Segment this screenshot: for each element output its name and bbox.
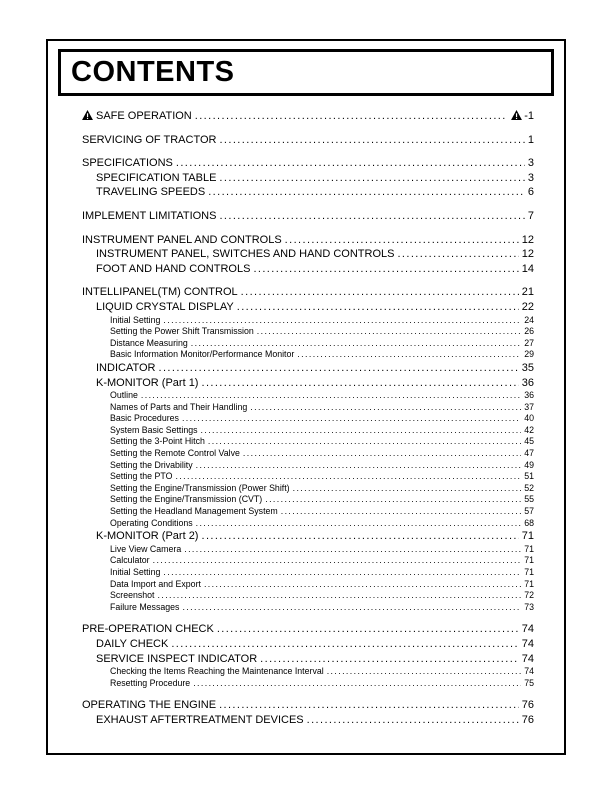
toc-entry-label: Live View Camera (110, 543, 182, 554)
toc-entry (96, 529, 534, 544)
dot-leader (260, 652, 519, 667)
toc-entry-label: FOOT AND HAND CONTROLS (96, 262, 251, 275)
toc-entry-page: 71 (521, 530, 534, 543)
toc-entry-label: PRE-OPERATION CHECK (82, 623, 214, 636)
toc-entry-label: Initial Setting (110, 567, 161, 577)
toc-entry-label: Checking the Items Reaching the Maintenance Interval (110, 666, 324, 677)
contents-title-box (58, 49, 554, 96)
toc-entry-label: SPECIFICATION TABLE (96, 171, 217, 184)
toc-entry-label: Setting the Engine/Transmission (CVT) (110, 494, 263, 505)
toc-entry (110, 544, 534, 556)
dot-leader (281, 506, 521, 518)
toc-entry-label: INDICATOR (96, 361, 156, 374)
dot-leader (163, 567, 521, 579)
toc-entry-page: 40 (524, 413, 534, 424)
toc-entry-label: Names of Parts and Their Handling (110, 401, 248, 412)
toc-entry (110, 494, 534, 506)
dot-leader (253, 262, 518, 277)
toc-entry (110, 460, 534, 472)
dot-leader (265, 494, 521, 506)
toc-entry (96, 361, 534, 376)
dot-leader (182, 413, 521, 425)
dot-leader (201, 425, 522, 437)
toc-entry (110, 402, 534, 414)
toc-entry-page: 51 (524, 471, 534, 482)
toc-entry-page: 14 (521, 262, 534, 275)
toc-entry-label: SAFE OPERATION (96, 110, 192, 122)
toc-entry (82, 622, 534, 637)
toc-entry-label: TRAVELING SPEEDS (96, 186, 206, 199)
toc-entry (110, 413, 534, 425)
dot-leader (191, 338, 521, 350)
dot-leader (141, 390, 521, 402)
toc-entry (110, 483, 534, 495)
toc-entry-page: 36 (521, 376, 534, 389)
toc-entry (96, 300, 534, 315)
dot-leader (195, 109, 506, 124)
toc-entry-page: 68 (524, 517, 534, 528)
toc-entry (82, 233, 534, 248)
toc-entry-label: SPECIFICATIONS (82, 157, 173, 170)
toc-entry (110, 436, 534, 448)
toc-entry-page: 36 (524, 390, 534, 401)
dot-leader (397, 247, 518, 262)
toc-entry-label: Screenshot (110, 590, 155, 601)
toc-entry-page: 71 (524, 578, 534, 589)
dot-leader (237, 300, 519, 315)
toc-entry-label: Setting the 3-Point Hitch (110, 436, 205, 447)
toc-entry (110, 555, 534, 567)
dot-leader (182, 602, 521, 614)
toc-entry-page: 55 (524, 494, 534, 505)
toc-entry-label: K-MONITOR (Part 1) (96, 376, 199, 389)
page-title: CONTENTS (71, 56, 235, 88)
dot-leader (201, 376, 518, 391)
dot-leader (193, 678, 521, 690)
toc-entry (82, 156, 534, 171)
dot-leader (171, 637, 518, 652)
toc-entry (82, 285, 534, 300)
toc-entry (96, 171, 534, 186)
toc-entry-label: INTELLIPANEL(TM) CONTROL (82, 286, 238, 299)
toc-entry-label: Failure Messages (110, 601, 180, 612)
toc-entry-label: Outline (110, 390, 138, 401)
toc-entry-page: 74 (524, 666, 534, 677)
toc-entry-page: 12 (521, 233, 534, 246)
toc-entry (110, 602, 534, 614)
dot-leader (208, 185, 525, 200)
toc-entry-page: 76 (521, 713, 534, 726)
dot-leader (184, 544, 521, 556)
toc-entry (110, 579, 534, 591)
toc-entry-label: IMPLEMENT LIMITATIONS (82, 209, 217, 222)
toc-entry (82, 133, 534, 148)
dot-leader (208, 436, 521, 448)
toc-entry-page: 72 (524, 590, 534, 601)
toc-entry (110, 390, 534, 402)
page-border (46, 39, 566, 755)
dot-leader (201, 529, 518, 544)
toc-entry-page: 37 (524, 401, 534, 412)
toc-entry (110, 338, 534, 350)
dot-leader (159, 361, 519, 376)
toc-entry-page: 26 (524, 326, 534, 337)
warning-icon (511, 109, 522, 119)
toc-entry-label: INSTRUMENT PANEL AND CONTROLS (82, 233, 282, 246)
toc-entry-page: 57 (524, 506, 534, 517)
toc-entry-page: 74 (521, 652, 534, 665)
toc-entry-page: 21 (521, 286, 534, 299)
toc-entry (110, 590, 534, 602)
toc-entry-page: 52 (524, 482, 534, 493)
toc-entry (82, 109, 534, 124)
dot-leader (175, 471, 521, 483)
toc-entry-label: Setting the Engine/Transmission (Power Shift) (110, 482, 290, 493)
dot-leader (250, 402, 521, 414)
toc-entry-label: DAILY CHECK (96, 637, 169, 650)
toc-entry-page: 74 (521, 637, 534, 650)
dot-leader (219, 209, 524, 224)
toc-entry-label: Basic Information Monitor/Performance Monitor (110, 349, 295, 360)
dot-leader (219, 133, 524, 148)
toc-entry-page: 42 (524, 424, 534, 435)
toc-entry-label: SERVICING OF TRACTOR (82, 133, 217, 146)
toc-entry (96, 652, 534, 667)
toc-entry-label: Initial Setting (110, 314, 161, 325)
toc-entry-page: -1 (524, 110, 534, 122)
toc-entry (96, 262, 534, 277)
toc-entry-label: Setting the Headland Management System (110, 506, 278, 517)
dot-leader (307, 713, 519, 728)
toc-entry-label: Operating Conditions (110, 517, 193, 528)
dot-leader (217, 622, 519, 637)
toc-entry (110, 567, 534, 579)
toc-entry-page: 12 (521, 248, 534, 261)
toc-entry (110, 666, 534, 678)
toc-entry-label: LIQUID CRYSTAL DISPLAY (96, 300, 234, 313)
dot-leader (293, 483, 522, 495)
toc-entry-page: 7 (527, 209, 534, 222)
toc-entry-page: 6 (527, 186, 534, 199)
toc-entry-page: 22 (521, 300, 534, 313)
toc-entry-page: 49 (524, 459, 534, 470)
toc-entry-label: System Basic Settings (110, 424, 198, 435)
dot-leader (257, 326, 521, 338)
toc-entry (96, 247, 534, 262)
toc-entry-page: 24 (524, 314, 534, 325)
toc-entry (110, 518, 534, 530)
dot-leader (153, 555, 522, 567)
toc-entry (110, 678, 534, 690)
dot-leader (219, 698, 519, 713)
dot-leader (297, 349, 521, 361)
toc-entry-label: EXHAUST AFTERTREATMENT DEVICES (96, 713, 304, 726)
toc-entry-page: 71 (524, 567, 534, 577)
toc-entry-page: 47 (524, 448, 534, 459)
toc-entry (110, 349, 534, 361)
toc-entry-label: OPERATING THE ENGINE (82, 699, 217, 712)
toc-entry-label: Calculator (110, 555, 150, 566)
toc-entry (110, 471, 534, 483)
toc-entry (96, 713, 534, 728)
toc-entry-page: 75 (524, 677, 534, 688)
dot-leader (327, 666, 522, 678)
toc-entry-page: 73 (524, 601, 534, 612)
dot-leader (163, 315, 521, 327)
toc-entry-page: 74 (521, 623, 534, 636)
dot-leader (196, 518, 522, 530)
toc-entry-label: Setting the PTO (110, 471, 173, 482)
toc-entry-page: 45 (524, 436, 534, 447)
toc-entry-page: 76 (521, 699, 534, 712)
toc-entry-label: SERVICE INSPECT INDICATOR (96, 652, 258, 665)
toc-list (82, 109, 534, 728)
toc-entry-page: 3 (527, 171, 534, 184)
toc-entry (110, 506, 534, 518)
toc-entry (96, 376, 534, 391)
toc-entry-page: 3 (527, 157, 534, 170)
toc-entry-page: 27 (524, 337, 534, 348)
dot-leader (243, 448, 521, 460)
toc-entry-label: Resetting Procedure (110, 677, 191, 688)
toc-entry (110, 315, 534, 327)
dot-leader (219, 171, 524, 186)
toc-entry (82, 698, 534, 713)
dot-leader (285, 233, 519, 248)
toc-entry-page: 35 (521, 361, 534, 374)
toc-entry-label: Setting the Remote Control Valve (110, 448, 240, 459)
toc-entry (110, 326, 534, 338)
toc-entry (96, 637, 534, 652)
toc-entry (82, 209, 534, 224)
toc-entry-label: Distance Measuring (110, 337, 188, 348)
toc-entry (96, 185, 534, 200)
toc-entry (110, 425, 534, 437)
dot-leader (176, 156, 525, 171)
dot-leader (196, 460, 522, 472)
dot-leader (204, 579, 521, 591)
toc-entry-page: 71 (524, 555, 534, 566)
toc-entry-label: Data Import and Export (110, 578, 201, 589)
toc-entry-label: K-MONITOR (Part 2) (96, 530, 199, 543)
toc-entry-label: Setting the Drivability (110, 459, 193, 470)
toc-entry-label: Setting the Power Shift Transmission (110, 326, 254, 337)
toc-entry-page: 71 (524, 543, 534, 554)
toc-entry (110, 448, 534, 460)
toc-entry-label: Basic Procedures (110, 413, 179, 424)
warning-icon (82, 109, 93, 119)
toc-entry-label: INSTRUMENT PANEL, SWITCHES AND HAND CONTROLS (96, 248, 395, 261)
dot-leader (241, 285, 519, 300)
dot-leader (158, 590, 522, 602)
toc-entry-page: 29 (524, 349, 534, 360)
toc-entry-page: 1 (527, 133, 534, 146)
